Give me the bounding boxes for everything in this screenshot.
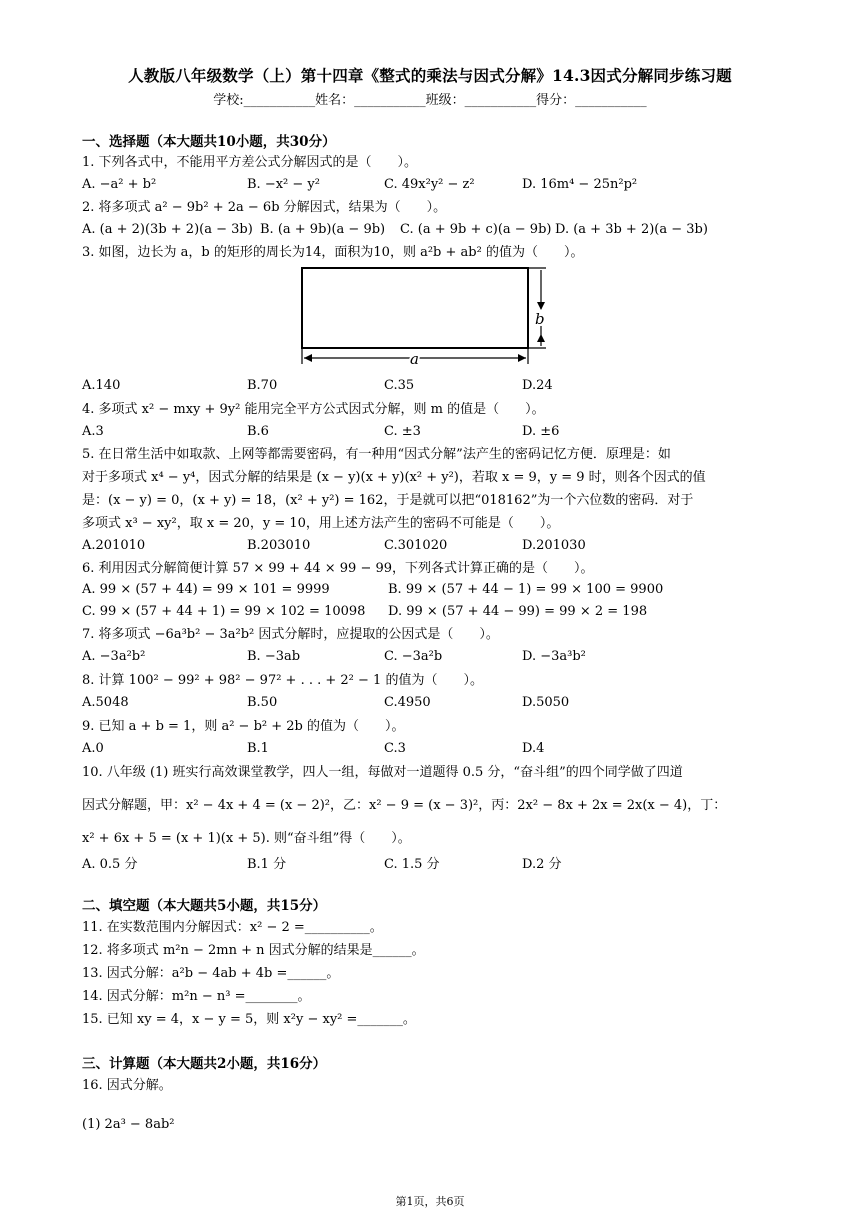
question-8: 8. 计算 100² − 99² + 98² − 97² + . . . + 2² − 1 的值为（ ）。 — [82, 673, 483, 688]
option-d: D. 16m⁴ − 25n²p² — [522, 177, 638, 192]
option-c: C. −3a²b — [384, 649, 443, 664]
option-c: C.301020 — [384, 538, 448, 553]
question-2: 2. 将多项式 a² − 9b² + 2a − 6b 分解因式，结果为（ ）。 — [82, 200, 447, 215]
option-c: C.35 — [384, 378, 415, 393]
page-title: 人教版八年级数学（上）第十四章《整式的乘法与因式分解》14.3因式分解同步练习题 — [128, 66, 732, 85]
arrow-down-icon — [537, 302, 545, 310]
option-b: B.70 — [247, 378, 278, 393]
option-d: D.2 分 — [522, 857, 562, 872]
question-10-line-2: 因式分解题，甲：x² − 4x + 4 = (x − 2)²，乙：x² − 9 = (x − 3)²，丙：2x² − 8x + 2x = 2x(x − 4)，丁： — [82, 798, 727, 813]
option-d: D. −3a³b² — [522, 649, 586, 664]
option-a: A.5048 — [82, 695, 129, 710]
question-13: 13. 因式分解：a²b − 4ab + 4b =______。 — [82, 966, 340, 981]
question-8-options — [82, 695, 782, 713]
option-b: B. 99 × (57 + 44 − 1) = 99 × 100 = 9900 — [388, 582, 664, 597]
question-9: 9. 已知 a + b = 1，则 a² − b² + 2b 的值为（ ）。 — [82, 719, 405, 734]
question-5-line-4: 多项式 x³ − xy²，取 x = 20，y = 10，用上述方法产生的密码不可能是（ ）。 — [82, 516, 560, 531]
option-a: A.3 — [82, 424, 104, 439]
question-12: 12. 将多项式 m²n − 2mn + n 因式分解的结果是______。 — [82, 943, 425, 958]
question-7: 7. 将多项式 −6a³b² − 3a²b² 因式分解时，应提取的公因式是（ ）。 — [82, 627, 499, 642]
question-10-line-1: 10. 八年级 (1) 班实行高效课堂教学，四人一组，每做对一道题得 0.5 分，“奋斗组”的四个同学做了四道 — [82, 765, 683, 780]
option-c: C.3 — [384, 741, 406, 756]
option-d: D. ±6 — [522, 424, 560, 439]
option-b: B.1 — [247, 741, 269, 756]
question-6-options-row-1 — [82, 582, 782, 600]
option-b: B.6 — [247, 424, 269, 439]
option-c: C.4950 — [384, 695, 431, 710]
question-5-options — [82, 538, 782, 556]
question-7-options — [82, 649, 782, 667]
option-d: D.4 — [522, 741, 545, 756]
question-16-part-1: (1) 2a³ − 8ab² — [82, 1117, 175, 1132]
section-heading-fill: 二、填空题（本大题共5小题，共15分） — [82, 898, 327, 914]
option-b: B. −x² − y² — [247, 177, 320, 192]
option-d: D. 99 × (57 + 44 − 99) = 99 × 2 = 198 — [388, 604, 648, 619]
option-b: B. −3ab — [247, 649, 301, 664]
option-d: D.201030 — [522, 538, 586, 553]
question-3-options — [82, 378, 782, 396]
arrow-up-icon — [537, 334, 545, 342]
page-footer: 第1页，共6页 — [395, 1195, 465, 1208]
question-5-line-3: 是：(x − y) = 0，(x + y) = 18，(x² + y²) = 162，于是就可以把“018162”为一个六位数的密码．对于 — [82, 493, 694, 508]
option-a: A. 0.5 分 — [82, 857, 138, 872]
option-b: B.1 分 — [247, 857, 287, 872]
question-1-options — [82, 177, 782, 195]
option-a: A.0 — [82, 741, 104, 756]
option-a: A. 99 × (57 + 44) = 99 × 101 = 9999 — [82, 582, 330, 597]
option-c: C. 99 × (57 + 44 + 1) = 99 × 102 = 10098 — [82, 604, 366, 619]
question-4-options — [82, 424, 782, 442]
question-15: 15. 已知 xy = 4，x − y = 5，则 x²y − xy² =_______。 — [82, 1012, 416, 1027]
question-1: 1. 下列各式中，不能用平方差公式分解因式的是（ ）。 — [82, 155, 418, 170]
question-10-options — [82, 853, 782, 871]
question-16: 16. 因式分解。 — [82, 1078, 172, 1093]
rectangle-figure — [290, 264, 560, 370]
question-9-options — [82, 741, 782, 759]
question-11: 11. 在实数范围内分解因式：x² − 2 =__________。 — [82, 920, 383, 935]
student-info-line: 学校:___________姓名：___________班级：___________得分：___________ — [213, 93, 647, 108]
option-c: C. 49x²y² − z² — [384, 177, 475, 192]
question-3: 3. 如图，边长为 a，b 的矩形的周长为14，面积为10，则 a²b + ab² 的值为（ ）。 — [82, 245, 584, 260]
option-d: D. (a + 3b + 2)(a − 3b) — [555, 222, 708, 237]
question-6: 6. 利用因式分解简便计算 57 × 99 + 44 × 99 − 99，下列各式计算正确的是（ ）。 — [82, 561, 594, 576]
option-a: A.140 — [82, 378, 121, 393]
question-10-line-3: x² + 6x + 5 = (x + 1)(x + 5). 则“奋斗组”得（ ）。 — [82, 831, 411, 846]
option-c: C. ±3 — [384, 424, 421, 439]
option-d: D.24 — [522, 378, 553, 393]
question-5-line-1: 5. 在日常生活中如取款、上网等都需要密码，有一种用“因式分解”法产生的密码记忆方便．原理是：如 — [82, 447, 671, 462]
section-heading-calc: 三、计算题（本大题共2小题，共16分） — [82, 1056, 327, 1072]
option-d: D.5050 — [522, 695, 570, 710]
option-b: B. (a + 9b)(a − 9b) — [260, 222, 386, 237]
arrow-left-icon — [304, 354, 312, 362]
option-a: A.201010 — [82, 538, 146, 553]
option-c: C. (a + 9b + c)(a − 9b) — [400, 222, 552, 237]
option-a: A. −a² + b² — [82, 177, 157, 192]
question-5-line-2: 对于多项式 x⁴ − y⁴，因式分解的结果是 (x − y)(x + y)(x² + y²)，若取 x = 9，y = 9 时，则各个因式的值 — [82, 470, 706, 485]
question-4: 4. 多项式 x² − mxy + 9y² 能用完全平方公式因式分解，则 m 的值是（ ）。 — [82, 402, 545, 417]
option-b: B.50 — [247, 695, 278, 710]
option-a: A. (a + 2)(3b + 2)(a − 3b) — [82, 222, 253, 237]
option-c: C. 1.5 分 — [384, 857, 440, 872]
question-6-options-row-2 — [82, 604, 782, 622]
rectangle-shape — [302, 268, 528, 348]
label-a: a — [410, 350, 419, 368]
arrow-right-icon — [518, 354, 526, 362]
section-heading-choice: 一、选择题（本大题共10小题，共30分） — [82, 134, 336, 150]
question-2-options — [82, 222, 782, 240]
question-14: 14. 因式分解：m²n − n³ =________。 — [82, 989, 311, 1004]
option-b: B.203010 — [247, 538, 311, 553]
label-b: b — [535, 310, 545, 328]
option-a: A. −3a²b² — [82, 649, 146, 664]
